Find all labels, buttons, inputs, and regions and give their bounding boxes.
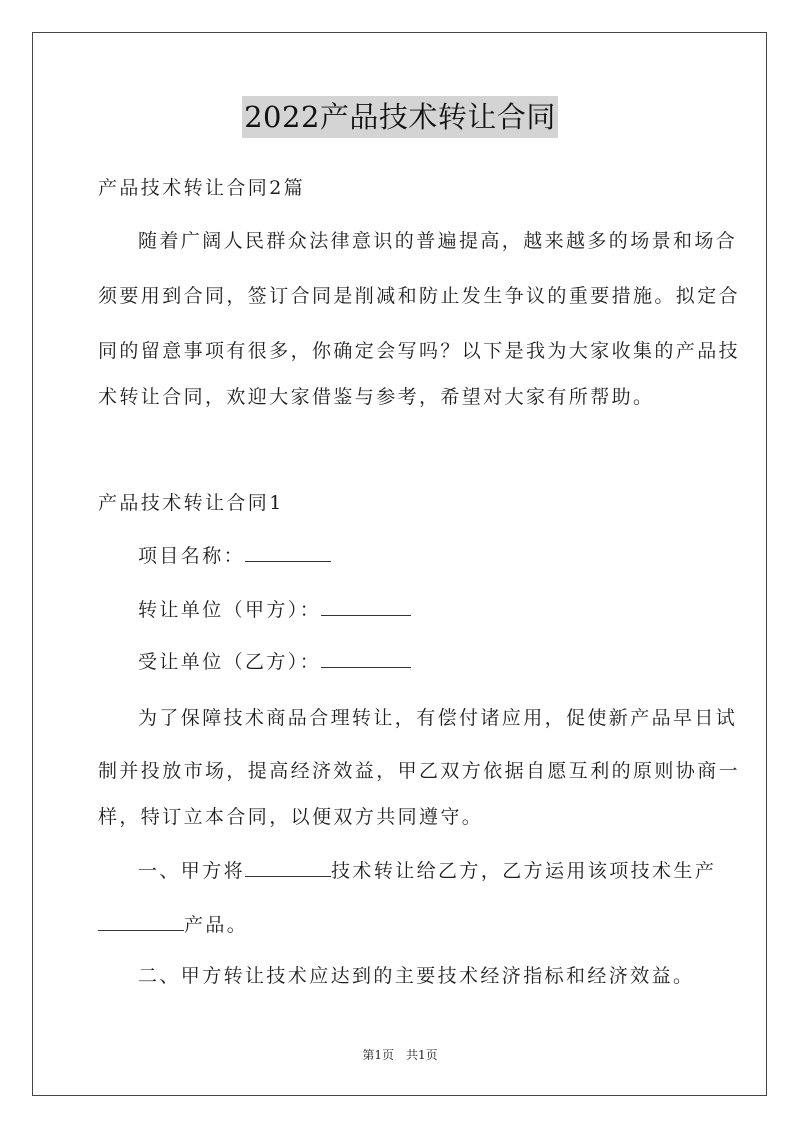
subtitle: 产品技术转让合同2篇 xyxy=(98,177,306,199)
transferor-field xyxy=(138,597,411,623)
intro-line-3: 同的留意事项有很多，你确定会写吗？以下是我为大家收集的产品技 xyxy=(98,340,741,362)
clause-1-blank-product xyxy=(98,912,184,931)
title-container xyxy=(0,96,800,138)
document-title: 2022产品技术转让合同 xyxy=(242,96,558,138)
clause-1-prefix: 一、甲方将 xyxy=(138,860,246,882)
intro-line-4: 术转让合同，欢迎大家借鉴与参考，希望对大家有所帮助。 xyxy=(98,386,655,408)
transferee-label: 受让单位（乙方）： xyxy=(138,651,322,673)
transferee-field xyxy=(138,649,411,675)
transferor-blank xyxy=(321,597,411,616)
page-footer: 第1页 共1页 xyxy=(362,1048,438,1062)
transferor-label: 转让单位（甲方）： xyxy=(138,599,322,621)
purpose-line-1: 为了保障技术商品合理转让，有偿付诸应用，促使新产品早日试 xyxy=(138,707,738,729)
clause-2: 二、甲方转让技术应达到的主要技术经济指标和经济效益。 xyxy=(138,965,695,987)
transferee-blank xyxy=(321,649,411,668)
clause-1-suffix: 产品。 xyxy=(184,914,249,936)
clause-1-line-1 xyxy=(138,858,716,884)
intro-line-1: 随着广阔人民群众法律意识的普遍提高，越来越多的场景和场合 xyxy=(138,230,738,252)
purpose-line-2: 制并投放市场，提高经济效益，甲乙双方依据自愿互利的原则协商一 xyxy=(98,760,741,782)
purpose-line-3: 样，特订立本合同，以便双方共同遵守。 xyxy=(98,806,484,828)
project-name-label: 项目名称： xyxy=(138,545,246,567)
project-name-blank xyxy=(245,543,331,562)
clause-1-blank-technology xyxy=(245,858,331,877)
project-name-field xyxy=(138,543,331,569)
intro-line-2: 须要用到合同，签订合同是削减和防止发生争议的重要措施。拟定合 xyxy=(98,285,741,307)
clause-1-middle: 技术转让给乙方，乙方运用该项技术生产 xyxy=(331,860,717,882)
clause-1-line-2 xyxy=(98,912,248,938)
section-heading: 产品技术转让合同1 xyxy=(98,492,284,514)
